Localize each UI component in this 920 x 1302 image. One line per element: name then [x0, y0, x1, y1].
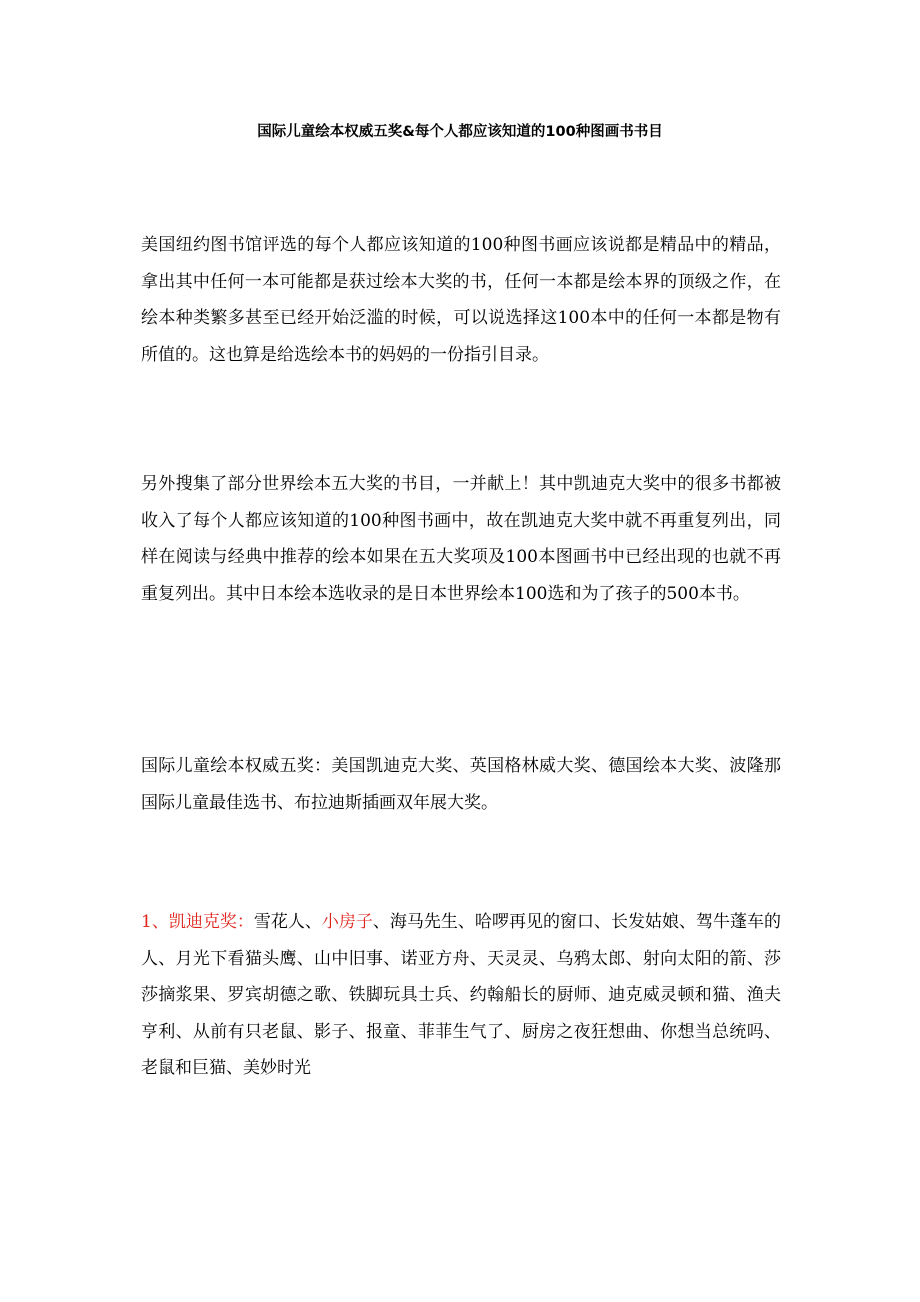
caldecott-section — [141, 904, 781, 1087]
document-title: 国际儿童绘本权威五奖&每个人都应该知道的100种图画书书目 — [257, 124, 663, 140]
caldecott-list-start: 雪花人、 — [253, 912, 322, 932]
collection-paragraph: 另外搜集了部分世界绘本五大奖的书目，一并献上！其中凯迪克大奖中的很多书都被收入了每个人都应该知道的100种图书画中，故在凯迪克大奖中就不再重复列出，同样在阅读与经典中推荐的绘本如果在五大奖项及100本图画书中已经出现的也就不再重复列出。其中日本绘本选收录的是日本世界绘本100选和为了孩子的500本书。 — [141, 474, 781, 604]
caldecott-list-rest: 、海马先生、哈啰再见的窗口、长发姑娘、驾牛蓬车的人、月光下看猫头鹰、山中旧事、诺亚方舟、天灵灵、乌鸦太郎、射向太阳的箭、莎莎摘浆果、罗宾胡德之歌、铁脚玩具士兵、约翰船长的厨师、迪克威灵顿和猫、渔夫亨利、从前有只老鼠、影子、报童、菲菲生气了、厨房之夜狂想曲、你想当总统吗、老鼠和巨猫、美妙时光 — [141, 912, 782, 1078]
caldecott-label: 1、凯迪克奖： — [141, 912, 254, 932]
awards-paragraph: 国际儿童绘本权威五奖：美国凯迪克大奖、英国格林威大奖、德国绘本大奖、波隆那国际儿童最佳选书、布拉迪斯插画双年展大奖。 — [141, 756, 781, 813]
highlighted-book-title: 小房子 — [321, 912, 373, 932]
intro-paragraph: 美国纽约图书馆评选的每个人都应该知道的100种图书画应该说都是精品中的精品，拿出其中任何一本可能都是获过绘本大奖的书，任何一本都是绘本界的顶级之作，在绘本种类繁多甚至已经开始泛滥的时候，可以说选择这100本中的任何一本都是物有所值的。这也算是给选绘本书的妈妈的一份指引目录。 — [141, 235, 781, 365]
